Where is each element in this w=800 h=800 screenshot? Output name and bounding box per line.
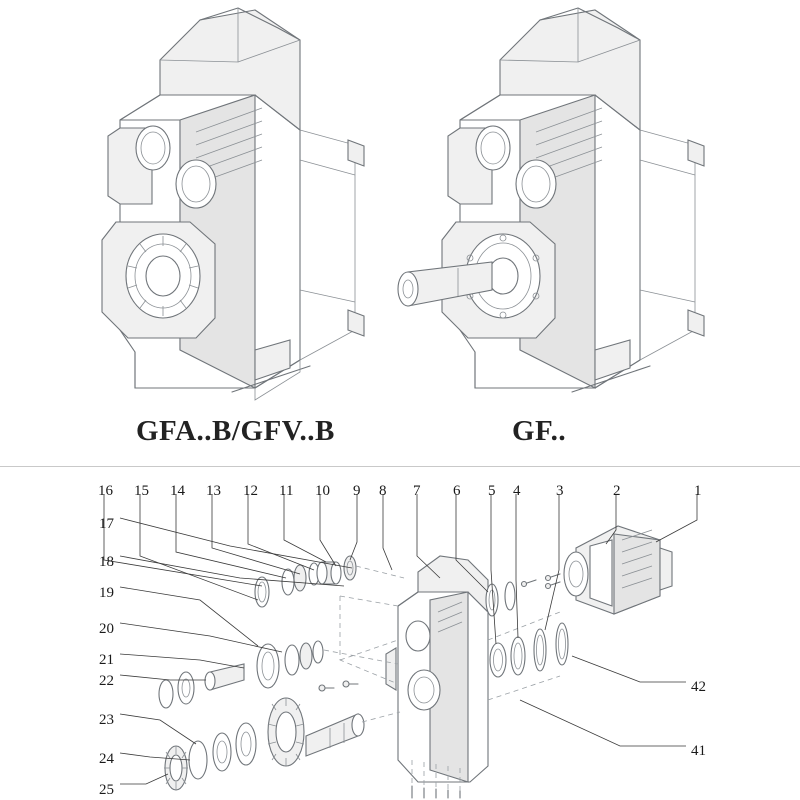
figure-gf-housing bbox=[398, 8, 704, 392]
part-label-right-42: 42 bbox=[691, 679, 706, 695]
part-label-top-15: 15 bbox=[134, 483, 149, 499]
part-label-left-24: 24 bbox=[99, 751, 114, 767]
part-label-top-12: 12 bbox=[243, 483, 258, 499]
part-label-left-23: 23 bbox=[99, 712, 114, 728]
part-label-top-3: 3 bbox=[556, 483, 564, 499]
part-label-top-2: 2 bbox=[613, 483, 621, 499]
part-label-left-21: 21 bbox=[99, 652, 114, 668]
part-label-left-20: 20 bbox=[99, 621, 114, 637]
figure-caption-left: GFA..B/GFV..B bbox=[136, 415, 335, 447]
part-label-left-18: 18 bbox=[99, 554, 114, 570]
part-label-left-17: 17 bbox=[99, 516, 114, 532]
part-label-top-6: 6 bbox=[453, 483, 461, 499]
part-label-top-13: 13 bbox=[206, 483, 221, 499]
part-label-right-41: 41 bbox=[691, 743, 706, 759]
part-label-left-22: 22 bbox=[99, 673, 114, 689]
part-label-top-16: 16 bbox=[98, 483, 113, 499]
part-label-top-5: 5 bbox=[488, 483, 496, 499]
part-label-top-8: 8 bbox=[379, 483, 387, 499]
figure-caption-right: GF.. bbox=[512, 415, 567, 447]
part-label-left-19: 19 bbox=[99, 585, 114, 601]
figure-gfa-b-housing bbox=[102, 8, 364, 400]
part-label-top-9: 9 bbox=[353, 483, 361, 499]
part-label-top-7: 7 bbox=[413, 483, 421, 499]
part-label-top-4: 4 bbox=[513, 483, 521, 499]
part-label-top-11: 11 bbox=[279, 483, 294, 499]
exploded-assembly bbox=[104, 494, 697, 798]
part-label-top-1: 1 bbox=[694, 483, 702, 499]
part-label-top-14: 14 bbox=[170, 483, 185, 499]
part-label-left-25: 25 bbox=[99, 782, 114, 798]
part-label-top-10: 10 bbox=[315, 483, 330, 499]
section-divider bbox=[0, 466, 800, 467]
